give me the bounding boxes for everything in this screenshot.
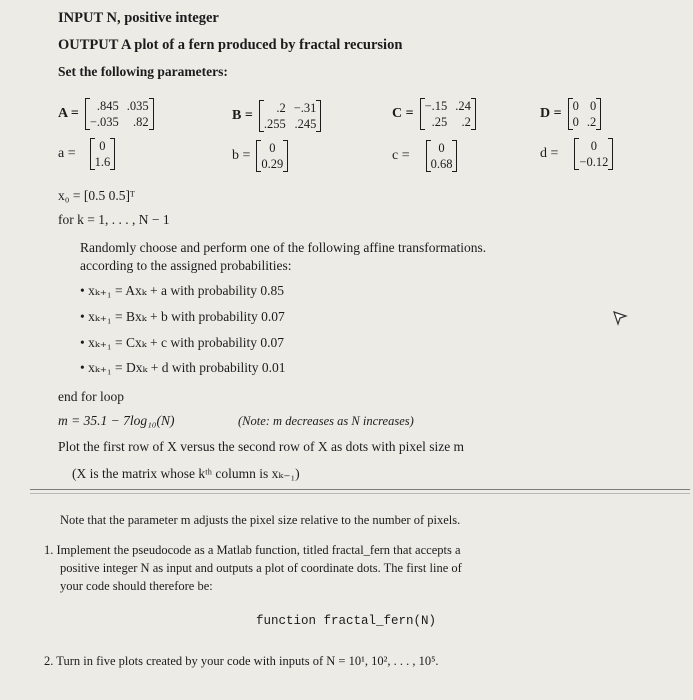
matrix-cell: .2: [276, 101, 286, 115]
matrix-cell: .2: [461, 115, 471, 129]
vector-b-label: b =: [232, 148, 251, 163]
vector-cell: 0.29: [261, 157, 284, 171]
matrix-cell: −.31: [293, 101, 317, 115]
cursor-icon: [612, 310, 628, 326]
matrix-A-label: A =: [58, 106, 79, 121]
vector-cell: 0: [99, 139, 106, 153]
matrix-cell: .25: [431, 115, 448, 129]
vector-c: [392, 140, 457, 172]
matrix-cell: −.15: [424, 99, 448, 113]
bullet-A: • xₖ₊₁ = Axₖ + a with probability 0.85: [80, 283, 284, 298]
input-label: INPUT: [58, 10, 103, 26]
note-line: Note that the parameter m adjusts the pixel size relative to the number of pixels.: [60, 513, 461, 527]
vector-cell: 0: [269, 141, 276, 155]
item1-line-1: 1. Implement the pseudocode as a Matlab function, titled fractal_fern that accepts a: [44, 543, 461, 557]
matrix-B: [232, 100, 321, 132]
item1-line-3: your code should therefore be:: [60, 579, 213, 593]
vector-d: [540, 138, 613, 170]
vector-c-label: c =: [392, 148, 410, 163]
bullet-D: • xₖ₊₁ = Dxₖ + d with probability 0.01: [80, 360, 286, 375]
vector-cell: −0.12: [579, 155, 609, 169]
for-line: for k = 1, . . . , N − 1: [58, 212, 170, 227]
random-line-2: according to the assigned probabilities:: [80, 258, 292, 273]
matrix-cell: .82: [133, 115, 149, 129]
vector-cell: 0: [590, 139, 597, 153]
matrix-D: [540, 98, 601, 130]
matrix-cell: .035: [126, 99, 149, 113]
vector-a-label: a =: [58, 146, 76, 161]
params-line: Set the following parameters:: [58, 64, 228, 79]
plot-line: Plot the first row of X versus the second row of X as dots with pixel size m: [58, 439, 465, 454]
output-label: OUTPUT: [58, 37, 119, 53]
vector-b: [232, 140, 288, 172]
vector-d-label: d =: [540, 146, 559, 161]
matrix-C-label: C =: [392, 106, 414, 121]
output-text: A plot of a fern produced by fractal recursion: [121, 37, 403, 53]
bullet-C: • xₖ₊₁ = Cxₖ + c with probability 0.07: [80, 335, 284, 350]
random-line-1: Randomly choose and perform one of the following affine transformations.: [80, 240, 487, 255]
matrix-cell: 0: [589, 99, 597, 113]
output-line: [58, 37, 402, 54]
m-note: (Note: m decreases as N increases): [238, 414, 414, 428]
matrix-cell: .245: [294, 117, 317, 131]
code-line: function fractal_fern(N): [256, 614, 437, 628]
item2-line: 2. Turn in five plots created by your code with inputs of N = 10¹, 10², . . . , 10⁵.: [44, 654, 439, 668]
input-line: [58, 10, 219, 27]
bullet-B: • xₖ₊₁ = Bxₖ + b with probability 0.07: [80, 309, 285, 324]
matrix-cell: .2: [586, 115, 597, 129]
matrix-cell: .24: [455, 99, 471, 113]
section-divider: [30, 489, 690, 490]
vector-cell: 0.68: [430, 157, 453, 171]
matrix-A: [58, 98, 154, 130]
x-definition: (X is the matrix whose kᵗʰ column is xₖ₋₁): [72, 466, 300, 481]
matrix-D-label: D =: [540, 106, 562, 121]
matrix-B-label: B =: [232, 108, 253, 123]
item1-line-2: positive integer N as input and outputs a plot of coordinate dots. The first line of: [60, 561, 462, 575]
matrix-cell: −.035: [89, 115, 119, 129]
vector-cell: 0: [438, 141, 445, 155]
matrix-cell: .845: [96, 99, 119, 113]
m-formula: m = 35.1 − 7log₁₀(N): [58, 413, 175, 428]
input-text: N, positive integer: [106, 10, 219, 26]
matrix-cell: 0: [572, 115, 579, 129]
vector-a: [58, 138, 115, 170]
matrix-cell: 0: [572, 99, 579, 113]
end-loop-line: end for loop: [58, 389, 124, 404]
section-divider-secondary: [30, 493, 690, 494]
matrix-C: [392, 98, 476, 130]
matrix-cell: .255: [263, 117, 286, 131]
vector-cell: 1.6: [94, 155, 111, 169]
x0-line: x₀ = [0.5 0.5]ᵀ: [58, 188, 135, 203]
